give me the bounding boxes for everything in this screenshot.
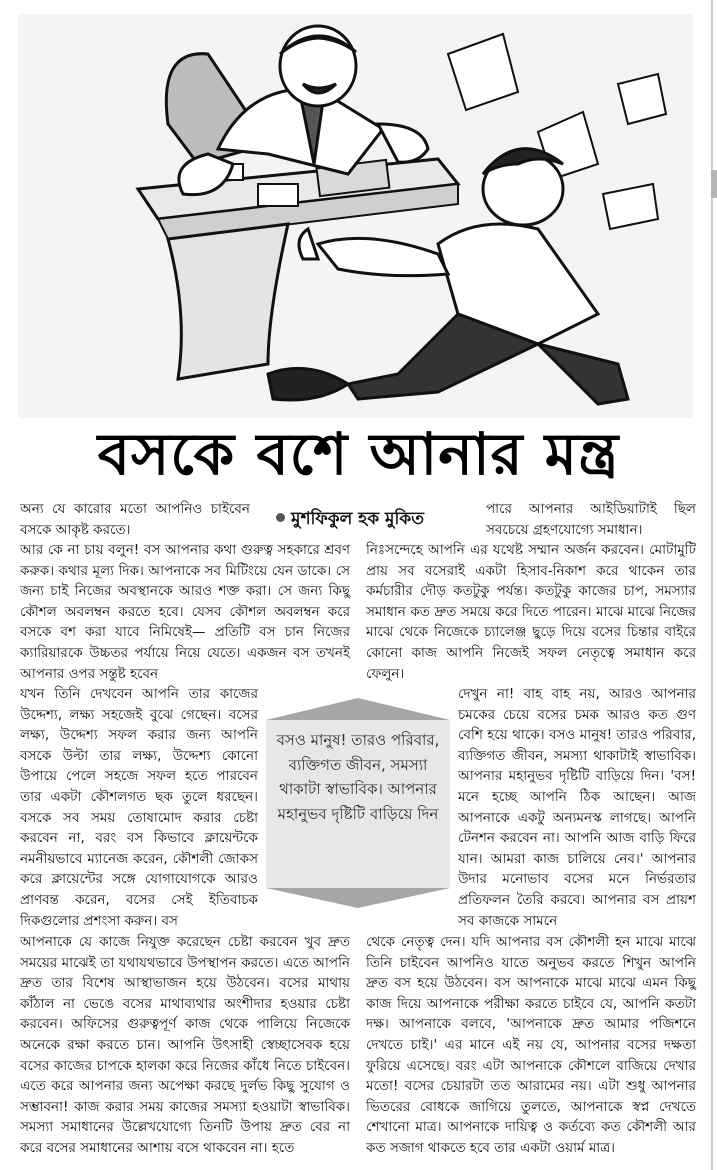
scroll-marker (711, 170, 717, 198)
column-text-5: পারে আপনার আইডিয়াটাই ছিল সবচেয়ে গ্রহণযোগ্যে সমাধান। (486, 501, 696, 538)
column-text-6: নিঃসন্দেহে আপনি এর যথেষ্ট সম্মান অর্জন করবেন। মোটামুটি প্রায় সব বসেরাই একটা হিসাব-নিকাশ করে থাকেন তার কর্মচারীর দৌড় কতটুকু পর্যন্ত। কতটুকু কাজের চাপ, সমস্যার সমাধান কত দ্রুত সময়ে করে দিতে পারেন। মাঝে মাঝে নিজের মাঝে থেকে নিজেকে চ্যালেঞ্জ ছুড়ে দিয়ে বসের চিন্তার বাইরে কোনো কাজ আপনি নিজেই সফল নেতৃত্বে সমাধান করে ফেলুন। (366, 542, 696, 682)
cartoon-illustration (18, 14, 693, 418)
column-text-8: থেকে নেতৃত্ব দেন। যদি আপনার বস কৌশলী হন মাঝে মাঝে তিনি চাইবেন আপনিও যাতে অনুভব করতে শিখুন আপনি দ্রুত বস হয়ে উঠবেন। বস আপনাকে মাঝে মাঝে এমন কিছু কাজ দিয়ে আপনাকে পরীক্ষা করতে চাইবে যে, আপনি কতটা দক্ষ। আপনাকে বলবে, 'আপনাকে দ্রুত আমার পজিশনে দেখতে চাই।' এর মানে এই নয় যে, আপনার বসের দক্ষতা ফুরিয়ে এসেছে। বরং এটা আপনাকে কৌশলে বাজিয়ে দেখার মতো! বসের চেয়ারটা তত আরামের নয়। এটা শুধু আপনার ভিতরের বোধকে জাগিয়ে তুলতে, আপনাকে স্বপ্ন দেখতে শেখানো মাত্র। আপনাকে দায়িত্ব ও কর্তব্যে কত কৌশলী আর কত সজাগ থাকতে হবে তার একটা ওয়ার্ম মাত্র। (366, 934, 696, 1156)
pull-quote-text: বসও মানুষ! তারও পরিবার, ব্যক্তিগত জীবন, সমস্যা থাকাটা স্বাভাবিক। আপনার মহানুভব দৃষ্টিটি বাড়িয়ে দিন (276, 731, 440, 823)
column-text-2: আর কে না চায় বলুন! বস আপনার কথা গুরুত্ব সহকারে শ্রবণ করুক। কথার মূল্য দিক। আপনাকে সব মিটিংয়ে যেন ডাকে। সে জন্য চাই নিজের অবস্থানকে আরও শক্ত করা। সে জন্য কিছু কৌশল অবলম্বন করতে হবে। যেসব কৌশল অবলম্বন করে বসকে বশ করা যাবে নিমিষেই— প্রতিটি বস চান নিজের ক্যারিয়ারকে উচ্চতর পর্যায়ে নিয়ে যেতে। একজন বস তখনই আপনার ওপর সন্তুষ্ট হবেন (20, 542, 350, 682)
column-text-7: দেখুন না! বাহ বাহ নয়, আরও আপনার চমকের চেয়ে বসের চমক আরও কত গুণ বেশি হয়ে থাকে। বসও মানুষ! তারও পরিবার, ব্যক্তিগত জীবন, সমস্যা থাকাটাই স্বাভাবিক। আপনার মহানুভব দৃষ্টিটি বাড়িয়ে দিন। 'বস! মনে হচ্ছে আপনি ঠিক আছেন। আজ আপনাকে একটু অন্যমনস্ক লাগছে। আপনি টেনশন করবেন না। আপনি আজ বাড়ি ফিরে যান। আমরা কাজ চালিয়ে নেব।' আপনার উদার মনোভাব বসের মনে নির্ভরতার প্রতিফলন তৈরি করবে। আপনার বস প্রায়শ সব কাজকে সামনে (458, 686, 696, 929)
pull-quote-box (266, 698, 450, 908)
column-text-3: যখন তিনি দেখবেন আপনি তার কাজের উদ্দেশ্য, লক্ষ্য সহজেই বুঝে গেছেন। বসের লক্ষ্য, উদ্দেশ্য সফল করার জন্য আপনি বসকে উল্টা তার লক্ষ্য, উদ্দেশ্য কোনো উপায়ে পেলে সহজে সফল হতে পারবেন তার একটা কৌশলগত ছক তুলে ধরছেন। বসকে সব সময় তোষামোদ করার চেষ্টা করবেন না, বরং বস কিভাবে ক্লায়েন্টকে নমনীয়ভাবে ম্যানেজ করেন, কৌশলী জোকস করে ক্লায়েন্টের সঙ্গে যোগাযোগকে আরও প্রাণবন্ত করেন, বসের সেই ইতিবাচক দিকগুলোর প্রশংসা করুন। বস (20, 686, 258, 929)
author-name: মুশফিকুল হক মুকিত (291, 509, 424, 529)
byline (276, 506, 424, 534)
column-text-4: আপনাকে যে কাজে নিযুক্ত করেছেন চেষ্টা করবেন খুব দ্রুত সময়ের মাঝেই তা যথাযথভাবে উপস্থাপন করতে। এতে আপনি দ্রুত তার বিশেষ আস্থাভাজন হয়ে উঠবেন। বসের মাথায় কাঁঠাল না ভেঙে বসের মাথাব্যথার অংশীদার হওয়ার চেষ্টা করবেন। অফিসের গুরুত্বপূর্ণ কাজ থেকে পালিয়ে নিজেকে অনেকে রক্ষা করতে চান। আপনি উৎসাহী স্বেচ্ছাসেবক হয়ে বসের কাজের চাপকে হালকা করে নিজের কাঁধে নিতে চাইবেন। এতে করে আপনার জন্য অপেক্ষা করছে দুর্লভ কিছু সুযোগ ও সম্ভাবনা! কাজ করার সময় কাজের সমস্যা হওয়াটা স্বাভাবিক। সমস্যা সমাধানের উল্লেখযোগ্যে তিনটি উপায় দ্রুত বের না করে বসের সমাধানের আশায় বসে থাকবেন না। হতে (20, 934, 350, 1156)
bullet-icon (276, 513, 285, 522)
headline: বসকে বশে আনার মন্ত্র (97, 420, 620, 488)
column-text-1: অন্য যে কারোর মতো আপনিও চাইবেন বসকে আকৃষ্ট করতে। (20, 501, 250, 538)
